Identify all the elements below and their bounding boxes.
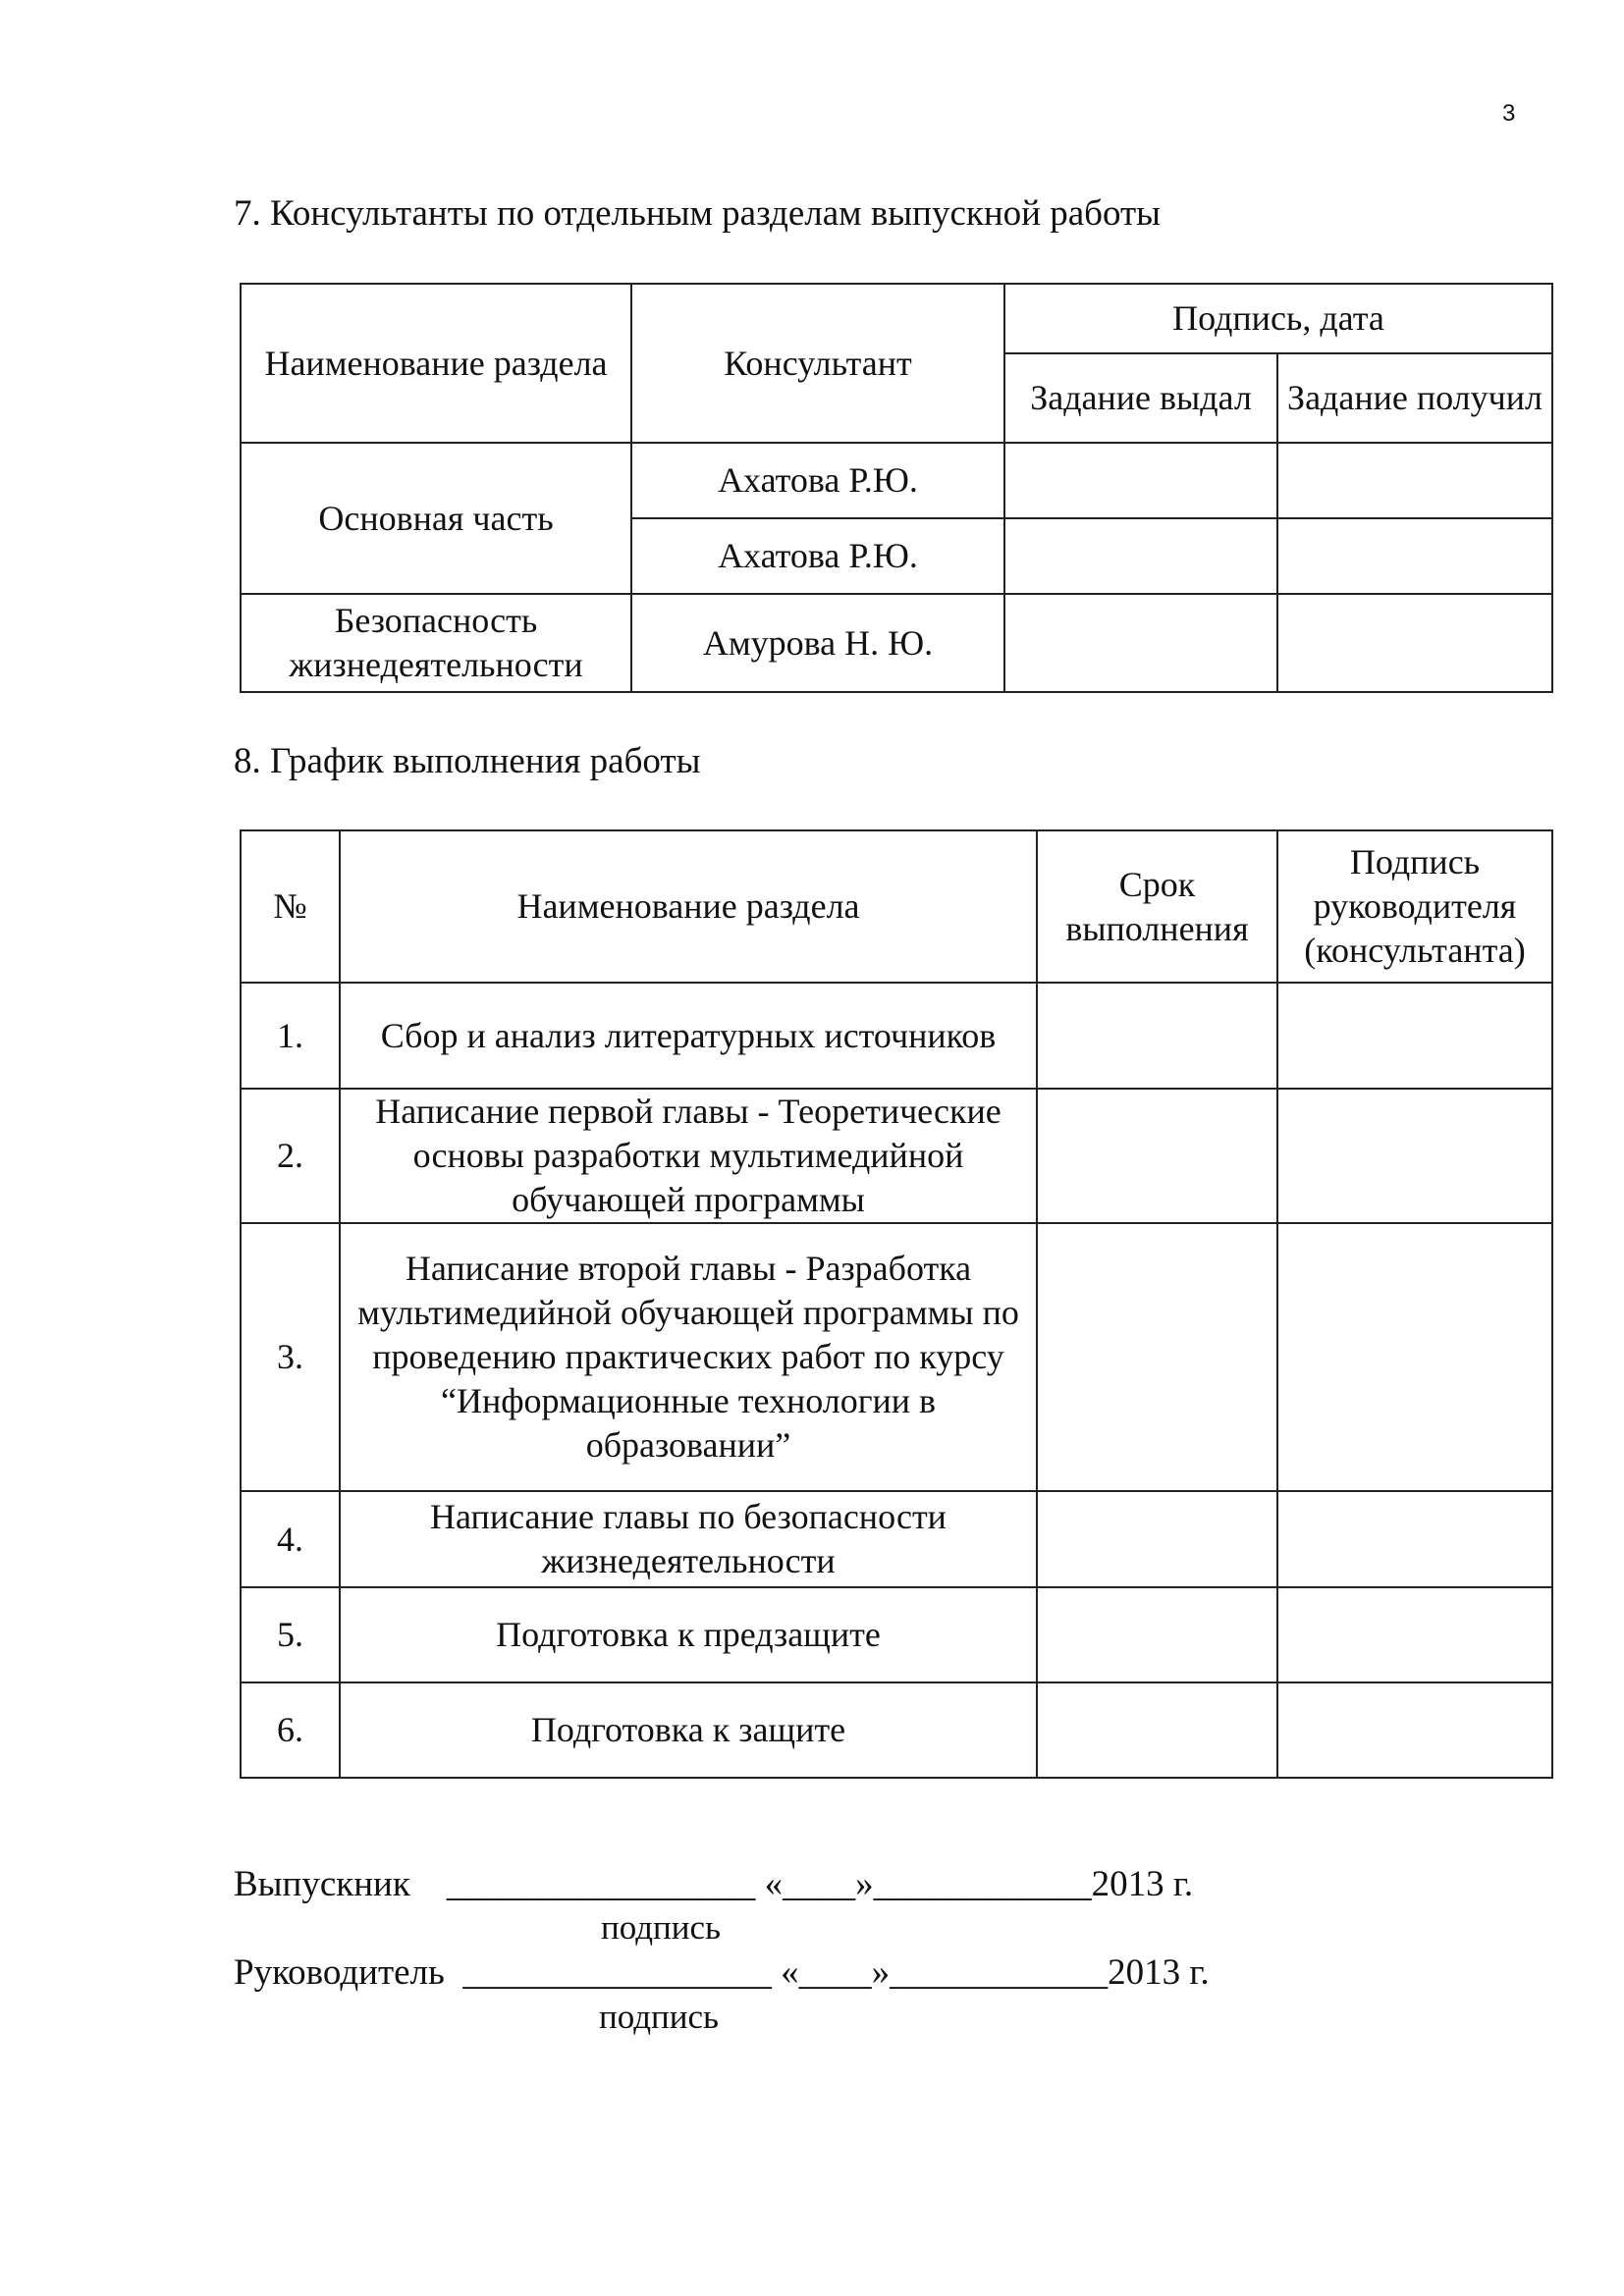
consultant-cell: Ахатова Р.Ю. xyxy=(631,443,1004,518)
deadline-cell xyxy=(1037,983,1277,1089)
row-section-name: Написание второй главы - Разработка мультимедийной обучающей программы по проведению практических работ по курсу “Информационные технологии в образовании” xyxy=(340,1223,1037,1491)
row-safety: Безопасность жизнедеятельности xyxy=(241,594,631,692)
schedule-table xyxy=(240,829,1553,1779)
header-section-name: Наименование раздела xyxy=(241,284,631,443)
row-section-name: Написание первой главы - Теоретические основы разработки мультимедийной обучающей программы xyxy=(340,1089,1037,1223)
header-supervisor-signature: Подпись руководителя (консультанта) xyxy=(1277,830,1552,983)
row-number: 2. xyxy=(241,1089,340,1223)
signature-cell xyxy=(1277,518,1552,594)
row-section-name: Подготовка к предзащите xyxy=(340,1587,1037,1682)
signature-cell xyxy=(1277,594,1552,692)
deadline-cell xyxy=(1037,1587,1277,1682)
deadline-cell xyxy=(1037,1089,1277,1223)
header-number: № xyxy=(241,830,340,983)
supervisor-signature-caption: подпись xyxy=(599,1998,719,2036)
row-number: 3. xyxy=(241,1223,340,1491)
row-section-name: Сбор и анализ литературных источников xyxy=(340,983,1037,1089)
consultants-table xyxy=(240,283,1553,693)
row-number: 4. xyxy=(241,1491,340,1587)
header-task-received: Задание получил xyxy=(1277,353,1552,443)
section7-heading: 7. Консультанты по отдельным разделам выпускной работы xyxy=(234,193,1161,234)
signature-cell xyxy=(1277,1587,1552,1682)
row-number: 1. xyxy=(241,983,340,1089)
signature-cell xyxy=(1277,1682,1552,1778)
header-deadline: Срок выполнения xyxy=(1037,830,1277,983)
consultant-cell: Ахатова Р.Ю. xyxy=(631,518,1004,594)
signature-cell xyxy=(1277,983,1552,1089)
deadline-cell xyxy=(1037,1682,1277,1778)
row-section-name: Написание главы по безопасности жизнедеятельности xyxy=(340,1491,1037,1587)
signature-cell xyxy=(1004,518,1277,594)
page-number: 3 xyxy=(1502,100,1516,127)
signature-cell xyxy=(1004,443,1277,518)
row-section-name: Подготовка к защите xyxy=(340,1682,1037,1778)
supervisor-signature-line: Руководитель _________________ «____»____________2013 г. xyxy=(234,1952,1210,1993)
graduate-signature-line: Выпускник _________________ «____»____________2013 г. xyxy=(234,1864,1194,1904)
row-number: 5. xyxy=(241,1587,340,1682)
signature-cell xyxy=(1004,594,1277,692)
signature-cell xyxy=(1277,1223,1552,1491)
header-section-name: Наименование раздела xyxy=(340,830,1037,983)
deadline-cell xyxy=(1037,1491,1277,1587)
graduate-signature-caption: подпись xyxy=(601,1908,721,1947)
header-consultant: Консультант xyxy=(631,284,1004,443)
signature-cell xyxy=(1277,443,1552,518)
signature-cell xyxy=(1277,1491,1552,1587)
row-number: 6. xyxy=(241,1682,340,1778)
section8-heading: 8. График выполнения работы xyxy=(234,741,701,781)
row-main-part: Основная часть xyxy=(241,443,631,594)
header-signature-date: Подпись, дата xyxy=(1004,284,1552,353)
consultant-cell: Амурова Н. Ю. xyxy=(631,594,1004,692)
deadline-cell xyxy=(1037,1223,1277,1491)
signature-cell xyxy=(1277,1089,1552,1223)
header-task-issued: Задание выдал xyxy=(1004,353,1277,443)
